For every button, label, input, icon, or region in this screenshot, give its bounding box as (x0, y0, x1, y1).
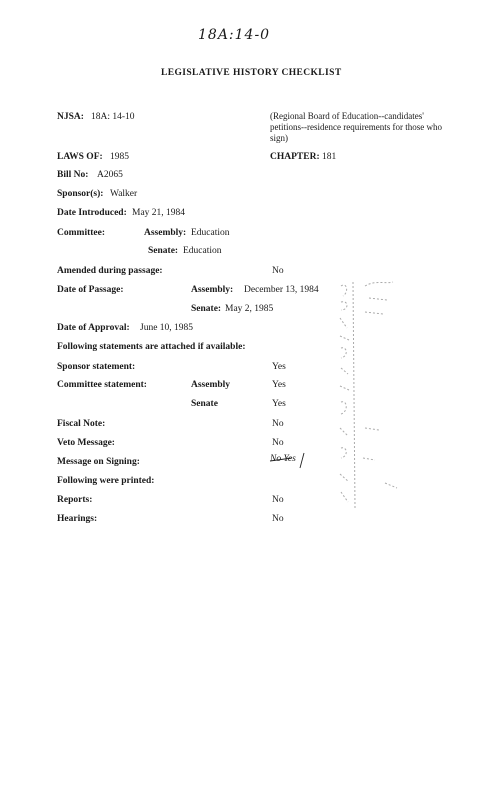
strike-mark (270, 448, 330, 470)
following-attached-heading: Following statements are attached if available: (57, 342, 246, 352)
date-of-approval-label: Date of Approval: (57, 323, 130, 333)
handwritten-header: 18A:14-0 (198, 27, 271, 43)
veto-message-value: No (272, 438, 284, 448)
committee-statement-senate-value: Yes (272, 399, 286, 409)
passage-assembly-label: Assembly: (191, 285, 234, 295)
page-title: LEGISLATIVE HISTORY CHECKLIST (161, 68, 342, 78)
committee-senate-value: Education (183, 246, 222, 256)
committee-statement-label: Committee statement: (57, 380, 147, 390)
fiscal-note-value: No (272, 419, 284, 429)
njsa-value: 18A: 14-10 (91, 112, 135, 122)
subject-note: (Regional Board of Education--candidates' petitions--residence requirements for those who sign) (270, 111, 442, 143)
laws-of-label: LAWS OF: (57, 152, 103, 162)
date-introduced-value: May 21, 1984 (132, 208, 186, 218)
sponsor-statement-label: Sponsor statement: (57, 362, 136, 372)
hearings-label: Hearings: (57, 514, 98, 524)
message-on-signing-label: Message on Signing: (57, 457, 140, 467)
njsa-label: NJSA: (57, 112, 84, 122)
committee-assembly-value: Education (191, 228, 230, 238)
sponsors-value: Walker (110, 189, 138, 199)
message-on-signing-handwritten (270, 448, 330, 470)
passage-senate-label: Senate: (191, 304, 222, 314)
sponsor-statement-value: Yes (272, 362, 286, 372)
passage-senate-value: May 2, 1985 (225, 304, 274, 314)
passage-assembly-value: December 13, 1984 (244, 285, 319, 295)
amended-value: No (272, 266, 284, 276)
committee-statement-assembly-value: Yes (272, 380, 286, 390)
faded-stamp-mark (335, 278, 413, 513)
laws-of-value: 1985 (110, 152, 129, 162)
reports-label: Reports: (57, 495, 93, 505)
bill-no-label: Bill No: (57, 170, 89, 180)
date-of-approval-value: June 10, 1985 (140, 323, 194, 333)
date-of-passage-label: Date of Passage: (57, 285, 124, 295)
bill-no-value: A2065 (97, 170, 123, 180)
date-introduced-label: Date Introduced: (57, 208, 127, 218)
hearings-value: No (272, 514, 284, 524)
message-on-signing-value: No Yes (270, 454, 296, 464)
sponsors-label: Sponsor(s): (57, 189, 104, 199)
committee-assembly-label: Assembly: (144, 228, 187, 238)
reports-value: No (272, 495, 284, 505)
chapter-label: CHAPTER: (270, 152, 320, 162)
fiscal-note-label: Fiscal Note: (57, 419, 106, 429)
committee-statement-senate-label: Senate (191, 399, 218, 409)
amended-label: Amended during passage: (57, 266, 163, 276)
committee-label: Committee: (57, 228, 106, 238)
committee-statement-assembly-label: Assembly (191, 380, 231, 390)
veto-message-label: Veto Message: (57, 438, 115, 448)
chapter-value: 181 (322, 152, 337, 162)
committee-senate-label: Senate: (148, 246, 179, 256)
following-printed-heading: Following were printed: (57, 476, 155, 486)
